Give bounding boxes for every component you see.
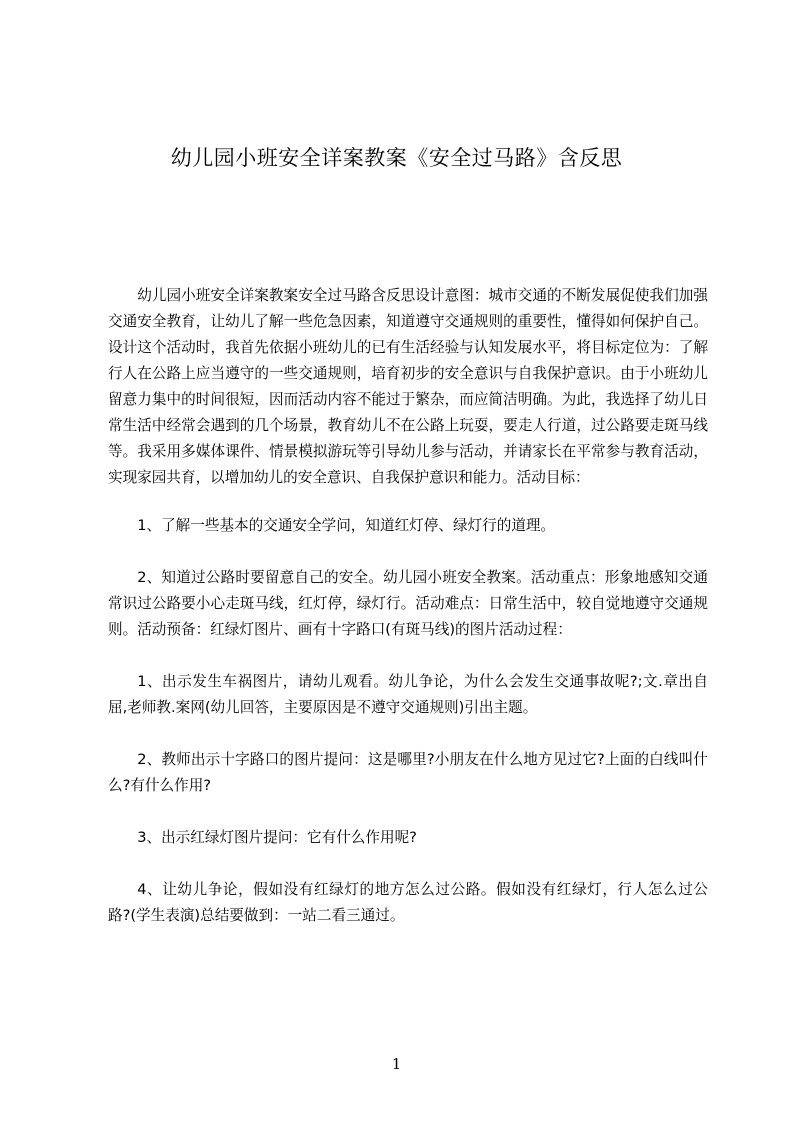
document-title: 幼儿园小班安全详案教案《安全过马路》含反思 [170,146,623,170]
document-body [108,283,708,929]
paragraph-goal-1: 1、了解一些基本的交通安全学问，知道红灯停、绿灯行的道理。 [137,517,556,534]
paragraph-goal-2: 2、知道过公路时要留意自己的安全。幼儿园小班安全教案。活动重点：形象地感知交通常识过公路要小心走斑马线，红灯停，绿灯行。活动难点：日常生活中，较自觉地遵守交通规则。活动预备：红绿灯图片、画有十字路口(有斑马线)的图片活动过程： [108,569,708,638]
paragraph-step-4: 4、让幼儿争论，假如没有红绿灯的地方怎么过公路。假如没有红绿灯，行人怎么过公路?(学生表演)总结要做到：一站二看三通过。 [108,881,708,924]
paragraph-step-2: 2、教师出示十字路口的图片提问：这是哪里?小朋友在什么地方见过它?上面的白线叫什么?有什么作用? [108,751,708,794]
paragraph-design-intent: 幼儿园小班安全详案教案安全过马路含反思设计意图：城市交通的不断发展促使我们加强交通安全教育，让幼儿了解一些危急因素，知道遵守交通规则的重要性，懂得如何保护自己。设计这个活动时，我首先依据小班幼儿的已有生活经验与认知发展水平，将目标定位为：了解行人在公路上应当遵守的一些交通规则，培育初步的安全意识与自我保护意识。由于小班幼儿留意力集中的时间很短，因而活动内容不能过于繁杂，而应简洁明确。为此，我选择了幼儿日常生活中经常会遇到的几个场景，教育幼儿不在公路上玩耍，要走人行道，过公路要走斑马线等。我采用多媒体课件、情景模拟游玩等引导幼儿参与活动，并请家长在平常参与教育活动，实现家园共育，以增加幼儿的安全意识、自我保护意识和能力。活动目标： [108,287,708,486]
paragraph-step-3: 3、出示红绿灯图片提问：它有什么作用呢? [137,829,417,846]
paragraph-step-1: 1、出示发生车祸图片，请幼儿观看。幼儿争论，为什么会发生交通事故呢?;文.章出自屈,老师教.案网(幼儿回答，主要原因是不遵守交通规则)引出主题。 [108,673,708,716]
page-number: 1 [391,1055,402,1073]
